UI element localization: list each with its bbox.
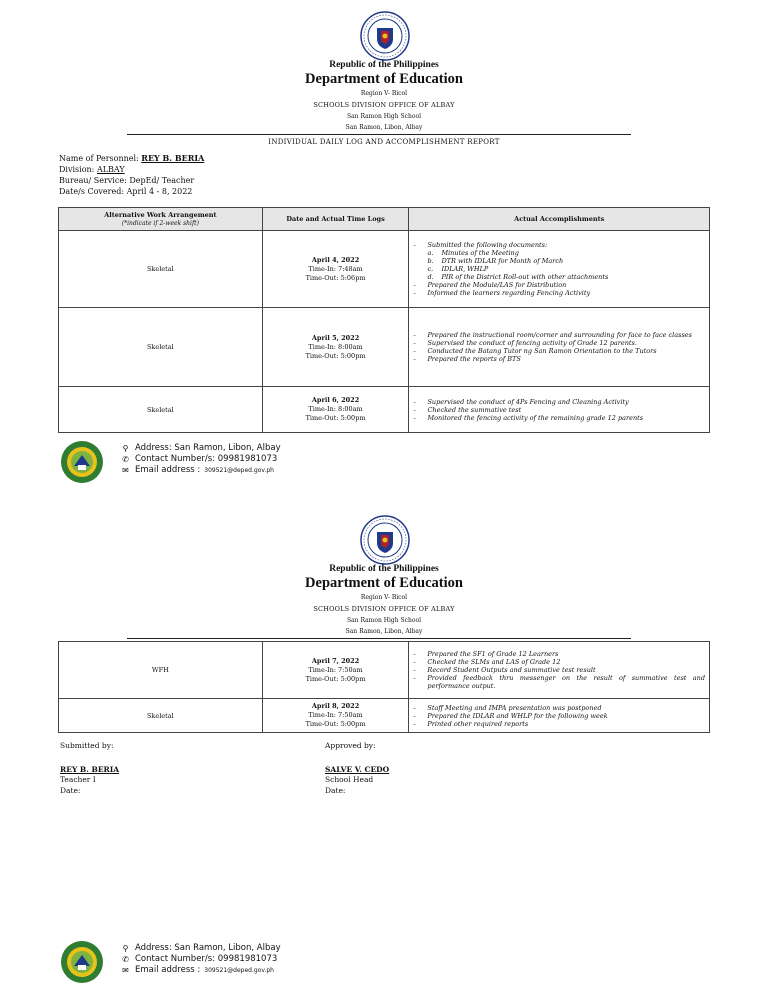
table-row bbox=[59, 387, 710, 433]
region-label: Region V- Bicol bbox=[360, 90, 408, 97]
school-logo-icon bbox=[60, 440, 104, 484]
log-date: April 4, 2022 bbox=[311, 255, 360, 264]
region-label: Region V- Bicol bbox=[360, 594, 408, 601]
deped-seal-icon bbox=[360, 515, 410, 565]
list-item bbox=[413, 406, 705, 414]
arrangement-cell: Skeletal bbox=[59, 308, 263, 387]
accomplishment-text: Prepared the SF1 of Grade 12 Learners bbox=[427, 650, 559, 658]
time-in: Time-In: 8:00am bbox=[308, 405, 363, 413]
accomplishment-text: Record Student Outputs and summative test result bbox=[427, 666, 596, 674]
division-row bbox=[59, 164, 204, 175]
school-label: San Ramon High School bbox=[346, 113, 421, 120]
bullet-dash: - bbox=[413, 241, 416, 249]
list-item bbox=[413, 339, 705, 347]
phone-icon: ✆ bbox=[122, 455, 129, 464]
time-out: Time-Out: 5:00pm bbox=[305, 351, 366, 360]
footer-page-2 bbox=[60, 940, 360, 980]
list-item bbox=[413, 712, 705, 720]
list-item bbox=[413, 666, 705, 674]
accomplishment-text: Supervised the conduct of fencing activity of Grade 12 parents. bbox=[427, 339, 637, 347]
bullet-dash: - bbox=[413, 397, 416, 406]
bullet-dash: - bbox=[413, 405, 416, 414]
sub-item-text: Minutes of the Meeting bbox=[441, 249, 519, 257]
sub-item-text: DTR with IDLAR for Month of March bbox=[441, 257, 564, 265]
time-in: Time-In: 7:50am bbox=[308, 665, 363, 674]
accomplishment-text: Conducted the Batang Tutor ng San Ramon Orientation to the Tutors bbox=[427, 347, 657, 355]
letterhead bbox=[0, 60, 768, 131]
accomplishment-cell bbox=[409, 699, 710, 733]
log-body-page-1 bbox=[59, 231, 710, 433]
school-logo-icon bbox=[60, 940, 104, 984]
list-item bbox=[413, 281, 705, 289]
personnel-name: REY B. BERIA bbox=[141, 153, 205, 163]
republic-label: Republic of the Philippines bbox=[329, 564, 439, 574]
email-icon: ✉ bbox=[122, 466, 129, 475]
submitter-name: REY B. BERIA bbox=[60, 764, 120, 774]
log-date: April 8, 2022 bbox=[311, 702, 360, 710]
table-row bbox=[59, 699, 710, 733]
accomplishment-text: Informed the learners regarding Fencing Activity bbox=[427, 289, 591, 297]
department-title: Department of Education bbox=[305, 575, 463, 591]
email-icon: ✉ bbox=[122, 966, 129, 975]
list-item bbox=[413, 674, 705, 690]
bullet-dash: - bbox=[413, 650, 416, 658]
table-row bbox=[59, 231, 710, 308]
bullet-dash: - bbox=[413, 347, 416, 355]
location-pin-icon: ⚲ bbox=[122, 944, 129, 953]
sub-item bbox=[413, 273, 705, 281]
bullet-dash: - bbox=[413, 413, 416, 422]
accomplishment-cell bbox=[409, 308, 710, 387]
sub-item bbox=[413, 265, 705, 273]
date-log-cell bbox=[262, 387, 409, 433]
list-item bbox=[413, 720, 705, 728]
header-divider bbox=[127, 638, 631, 639]
bullet-dash: - bbox=[413, 666, 416, 674]
footer-contact-row: ✆ Contact Number/s: 09981981073 bbox=[120, 954, 281, 965]
list-item bbox=[413, 704, 705, 712]
school-address-label: San Ramon, Libon, Albay bbox=[345, 628, 423, 635]
email-value[interactable]: 309521@deped.gov.ph bbox=[204, 967, 274, 974]
table-header-row bbox=[59, 208, 710, 231]
division-office-label: SCHOOLS DIVISION OFFICE OF ALBAY bbox=[313, 101, 455, 109]
time-in: Time-In: 7:48am bbox=[308, 264, 363, 273]
log-table-page-2 bbox=[58, 641, 710, 733]
name-label: Name of Personnel: bbox=[59, 154, 139, 163]
sub-item-letter: d. bbox=[427, 273, 434, 281]
letterhead-page-2 bbox=[0, 564, 768, 635]
department-title: Department of Education bbox=[305, 71, 463, 87]
approver-date-label: Date: bbox=[325, 785, 346, 795]
accomplishment-text: Submitted the following documents: bbox=[427, 241, 548, 249]
accomplishments-header: Actual Accomplishments bbox=[409, 208, 710, 231]
approver-title: School Head bbox=[325, 775, 374, 784]
accomplishment-text: Printed other required reports bbox=[427, 719, 529, 728]
accomplishment-text: Prepared the IDLAR and WHLP for the following week bbox=[427, 711, 608, 720]
log-body-page-2 bbox=[59, 642, 710, 733]
email-value[interactable]: 309521@deped.gov.ph bbox=[204, 467, 274, 474]
time-in: Time-In: 7:50am bbox=[308, 711, 363, 719]
list-item bbox=[413, 658, 705, 666]
division-value: ALBAY bbox=[96, 165, 125, 174]
submitter-title: Teacher I bbox=[60, 775, 96, 784]
footer-email-row: ✉ Email address : 309521@deped.gov.ph bbox=[120, 965, 281, 976]
time-in: Time-In: 8:00am bbox=[308, 342, 363, 351]
sub-item-text: IDLAR, WHLP bbox=[441, 265, 489, 273]
bullet-dash: - bbox=[413, 339, 416, 347]
list-item bbox=[413, 241, 705, 249]
bullet-dash: - bbox=[413, 331, 416, 339]
bureau-row: Bureau/ Service: DepEd/ Teacher bbox=[59, 176, 195, 185]
footer-contact bbox=[120, 443, 281, 476]
date-log-cell bbox=[262, 642, 409, 699]
approver-name: SALVE V. CEDO bbox=[325, 764, 390, 774]
list-item bbox=[413, 355, 705, 363]
submitter-date-label: Date: bbox=[60, 785, 81, 795]
accomplishment-cell bbox=[409, 387, 710, 433]
list-item bbox=[413, 347, 705, 355]
footer-page-1 bbox=[60, 440, 360, 480]
bullet-dash: - bbox=[413, 711, 416, 720]
table-row bbox=[59, 308, 710, 387]
division-office-label: SCHOOLS DIVISION OFFICE OF ALBAY bbox=[313, 605, 455, 613]
sub-item-letter: c. bbox=[427, 265, 434, 273]
arrangement-cell: WFH bbox=[59, 642, 263, 699]
deped-seal-icon bbox=[360, 11, 410, 61]
sub-item-letter: a. bbox=[427, 249, 434, 257]
phone-icon: ✆ bbox=[122, 955, 129, 964]
school-label: San Ramon High School bbox=[346, 617, 421, 624]
arrangement-header: Alternative Work Arrangement (*indicate if 2-week shift) bbox=[59, 208, 263, 231]
accomplishment-text: Monitored the fencing activity of the remaining grade 12 parents bbox=[427, 413, 644, 422]
arrangement-cell: Skeletal bbox=[59, 699, 263, 733]
accomplishment-text: Staff Meeting and IMPA presentation was postponed bbox=[427, 703, 602, 712]
accomplishment-text: Prepared the Module/LAS for Distribution bbox=[427, 281, 567, 289]
time-out: Time-Out: 5:00pm bbox=[305, 674, 366, 683]
accomplishment-text: Prepared the instructional room/corner and surrounding for face to face classes bbox=[427, 331, 692, 339]
accomplishment-text: Checked the SLMs and LAS of Grade 12 bbox=[427, 658, 561, 666]
list-item bbox=[413, 398, 705, 406]
log-table-page-1 bbox=[58, 207, 710, 433]
date-log-cell bbox=[262, 308, 409, 387]
bullet-dash: - bbox=[413, 719, 416, 728]
location-pin-icon: ⚲ bbox=[122, 444, 129, 453]
division-label: Division: bbox=[59, 165, 95, 174]
list-item bbox=[413, 331, 705, 339]
footer-address-row: ⚲ Address: San Ramon, Libon, Albay bbox=[120, 943, 281, 954]
list-item bbox=[413, 650, 705, 658]
approved-label: Approved by: bbox=[325, 741, 376, 750]
bullet-dash: - bbox=[413, 658, 416, 666]
footer-contact-row: ✆ Contact Number/s: 09981981073 bbox=[120, 454, 281, 465]
accomplishment-cell bbox=[409, 231, 710, 308]
log-date: April 5, 2022 bbox=[311, 333, 360, 342]
bullet-dash: - bbox=[413, 674, 416, 682]
footer-address-row: ⚲ Address: San Ramon, Libon, Albay bbox=[120, 443, 281, 454]
accomplishment-text: Prepared the reports of BTS bbox=[427, 355, 521, 363]
accomplishment-text: Supervised the conduct of 4Ps Fencing and Cleaning Activity bbox=[427, 397, 629, 406]
time-out: Time-Out: 5:00pm bbox=[305, 414, 366, 422]
report-title: INDIVIDUAL DAILY LOG AND ACCOMPLISHMENT REPORT bbox=[268, 138, 500, 146]
list-item bbox=[413, 289, 705, 297]
dates-row: Date/s Covered: April 4 - 8, 2022 bbox=[59, 187, 193, 196]
school-address-label: San Ramon, Libon, Albay bbox=[345, 124, 423, 131]
footer-email-row: ✉ Email address : 309521@deped.gov.ph bbox=[120, 465, 281, 476]
date-log-cell bbox=[262, 231, 409, 308]
bullet-dash: - bbox=[413, 703, 416, 712]
arrangement-note: (*indicate if 2-week shift) bbox=[121, 220, 199, 227]
arrangement-cell: Skeletal bbox=[59, 387, 263, 433]
sub-item bbox=[413, 257, 705, 265]
approved-block bbox=[325, 741, 389, 796]
date-logs-header: Date and Actual Time Logs bbox=[262, 208, 409, 231]
time-out: Time-Out: 5:06pm bbox=[305, 273, 366, 282]
list-item bbox=[413, 414, 705, 422]
personnel-info bbox=[59, 153, 204, 197]
accomplishment-text: Checked the summative test bbox=[427, 405, 522, 414]
submitted-label: Submitted by: bbox=[60, 741, 114, 750]
sub-item bbox=[413, 249, 705, 257]
footer-contact bbox=[120, 943, 281, 976]
arrangement-cell: Skeletal bbox=[59, 231, 263, 308]
date-log-cell bbox=[262, 699, 409, 733]
name-row bbox=[59, 153, 204, 164]
submitted-block bbox=[60, 741, 119, 796]
sub-item-text: PIR of the District Roll-out with other attachments bbox=[441, 273, 609, 281]
bullet-dash: - bbox=[413, 355, 416, 363]
log-date: April 6, 2022 bbox=[311, 396, 360, 404]
log-date: April 7, 2022 bbox=[311, 656, 360, 665]
table-row bbox=[59, 642, 710, 699]
bullet-dash: - bbox=[413, 281, 416, 289]
time-out: Time-Out: 5:00pm bbox=[305, 720, 366, 728]
sub-item-letter: b. bbox=[427, 257, 434, 265]
header-divider bbox=[127, 134, 631, 135]
republic-label: Republic of the Philippines bbox=[329, 60, 439, 70]
bullet-dash: - bbox=[413, 289, 416, 297]
accomplishment-text: Provided feedback thru messenger on the result of summative test and performance output. bbox=[427, 674, 705, 690]
accomplishment-cell bbox=[409, 642, 710, 699]
